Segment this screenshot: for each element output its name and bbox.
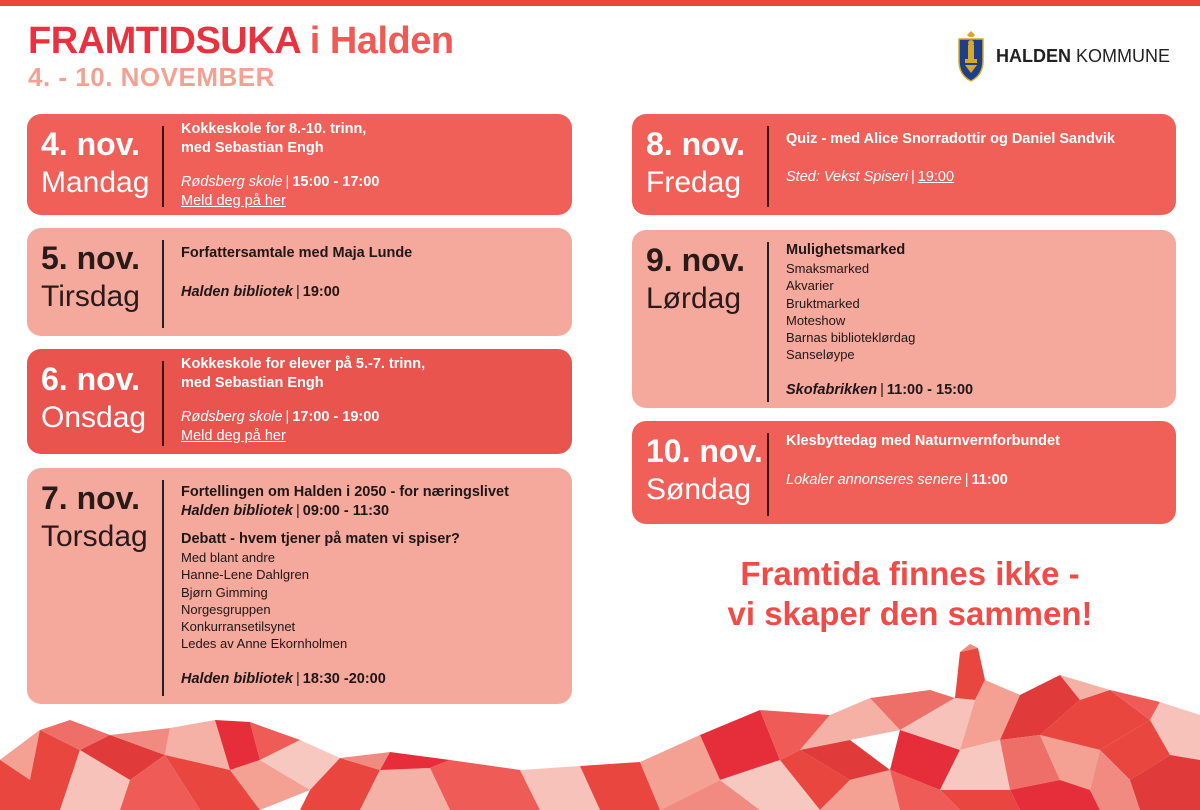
event-meta: Sted: Vekst Spiseri | 19:00 bbox=[786, 169, 955, 185]
event-time: 09:00 - 11:30 bbox=[302, 503, 390, 519]
day-weekday: Lørdag bbox=[646, 282, 742, 315]
day-card-mandag bbox=[27, 114, 572, 215]
date-range-subtitle: 4. - 10. NOVEMBER bbox=[28, 62, 275, 92]
title-part-1: FRAMTIDSUKA bbox=[28, 20, 300, 62]
card-divider bbox=[767, 433, 769, 516]
event-place: Halden bibliotek bbox=[181, 670, 293, 687]
day-date: 10. nov. bbox=[646, 433, 763, 469]
list-item: Bjørn Gimming bbox=[181, 584, 268, 600]
signup-link[interactable]: Meld deg på her bbox=[181, 193, 286, 209]
day-date: 5. nov. bbox=[41, 240, 140, 276]
day-date: 7. nov. bbox=[41, 480, 140, 516]
event-time: 15:00 - 17:00 bbox=[292, 174, 380, 190]
day-weekday: Søndag bbox=[646, 473, 752, 506]
card-divider bbox=[767, 242, 769, 402]
event-meta: Halden bibliotek | 09:00 - 11:30 bbox=[181, 503, 390, 519]
day-date: 9. nov. bbox=[646, 242, 745, 278]
event-meta: Lokaler annonseres senere | 11:00 bbox=[786, 472, 1008, 488]
event-place: Rødsberg skole bbox=[181, 409, 283, 425]
event-place: Skofabrikken bbox=[786, 381, 878, 398]
day-card-tirsdag bbox=[27, 228, 572, 336]
day-card-lordag bbox=[632, 230, 1176, 408]
event-place: Halden bibliotek bbox=[181, 503, 293, 519]
day-weekday: Tirsdag bbox=[41, 280, 140, 313]
event-meta: Rødsberg skole | 15:00 - 17:00 bbox=[181, 174, 380, 190]
event-meta: Halden bibliotek | 18:30 -20:00 bbox=[181, 670, 386, 687]
list-item: Bruktmarked bbox=[786, 295, 860, 311]
event-time: 17:00 - 19:00 bbox=[292, 409, 380, 425]
card-divider bbox=[162, 126, 164, 207]
slogan bbox=[660, 554, 1160, 634]
event-place: Lokaler annonseres senere bbox=[786, 472, 962, 488]
halden-kommune-logo bbox=[956, 28, 1186, 84]
event-place: Halden bibliotek bbox=[181, 284, 293, 300]
event-time: 19:00 bbox=[917, 169, 955, 185]
event-place: Rødsberg skole bbox=[181, 174, 283, 190]
title-part-2: i Halden bbox=[309, 20, 454, 62]
day-weekday: Onsdag bbox=[41, 401, 147, 434]
event-time: 11:00 bbox=[971, 472, 1008, 488]
top-accent-bar bbox=[0, 0, 1200, 6]
day-date: 4. nov. bbox=[41, 126, 140, 162]
event-time: 18:30 -20:00 bbox=[302, 670, 386, 687]
day-card-sondag bbox=[632, 421, 1176, 524]
event-title: Debatt - hvem tjener på maten vi spiser? bbox=[181, 531, 460, 547]
event-title-line: Kokkeskole for elever på 5.-7. trinn, bbox=[181, 356, 426, 372]
event-time: 19:00 bbox=[302, 284, 340, 300]
event-title: Klesbyttedag med Naturnvernforbundet bbox=[786, 433, 1060, 449]
slogan-line-1: Framtida finnes ikke - bbox=[740, 555, 1080, 592]
page-title bbox=[28, 22, 454, 60]
day-weekday: Torsdag bbox=[41, 520, 148, 553]
logo-name-rest: KOMMUNE bbox=[1076, 45, 1171, 66]
list-item: Barnas biblioteklørdag bbox=[786, 330, 916, 346]
list-item: Smaksmarked bbox=[786, 261, 870, 276]
day-card-fredag bbox=[632, 114, 1176, 215]
logo-text bbox=[996, 46, 1170, 67]
card-divider bbox=[162, 240, 164, 328]
list-item: Hanne-Lene Dahlgren bbox=[181, 567, 309, 583]
event-title-line: med Sebastian Engh bbox=[181, 140, 324, 156]
day-date: 8. nov. bbox=[646, 126, 745, 162]
list-item: Moteshow bbox=[786, 312, 846, 328]
signup-link[interactable]: Meld deg på her bbox=[181, 428, 286, 444]
list-item: Akvarier bbox=[786, 278, 834, 294]
list-item: Konkurransetilsynet bbox=[181, 619, 296, 635]
day-card-onsdag bbox=[27, 349, 572, 454]
list-item: Med blant andre bbox=[181, 550, 275, 565]
day-date: 6. nov. bbox=[41, 361, 140, 397]
event-title: Mulighetsmarked bbox=[786, 242, 906, 258]
event-title: Forfattersamtale med Maja Lunde bbox=[181, 245, 413, 261]
event-place: Sted: Vekst Spiseri bbox=[786, 169, 908, 185]
card-divider bbox=[767, 126, 769, 207]
event-meta: Skofabrikken | 11:00 - 15:00 bbox=[786, 381, 974, 398]
day-weekday: Mandag bbox=[41, 166, 150, 199]
event-title: Fortellingen om Halden i 2050 - for næringslivet bbox=[181, 484, 509, 500]
mountain-landscape-graphic bbox=[0, 640, 1200, 810]
event-title: Quiz - med Alice Snorradottir og Daniel Sandvik bbox=[786, 131, 1115, 147]
event-title-line: med Sebastian Engh bbox=[181, 375, 324, 391]
day-weekday: Fredag bbox=[646, 166, 742, 199]
event-meta: Rødsberg skole | 17:00 - 19:00 bbox=[181, 409, 380, 425]
logo-name-bold: HALDEN bbox=[996, 45, 1071, 66]
slogan-line-2: vi skaper den sammen! bbox=[727, 595, 1093, 632]
list-item: Sanseløype bbox=[786, 347, 855, 363]
card-divider bbox=[162, 361, 164, 446]
list-item: Norgesgruppen bbox=[181, 601, 271, 617]
event-meta: Halden bibliotek | 19:00 bbox=[181, 284, 340, 300]
coat-of-arms-icon bbox=[956, 29, 986, 83]
list-item: Ledes av Anne Ekornholmen bbox=[181, 636, 348, 652]
market-items-list bbox=[786, 260, 1168, 364]
participant-list bbox=[181, 549, 564, 653]
event-title-line: Kokkeskole for 8.-10. trinn, bbox=[181, 121, 367, 137]
event-time: 11:00 - 15:00 bbox=[886, 381, 974, 398]
